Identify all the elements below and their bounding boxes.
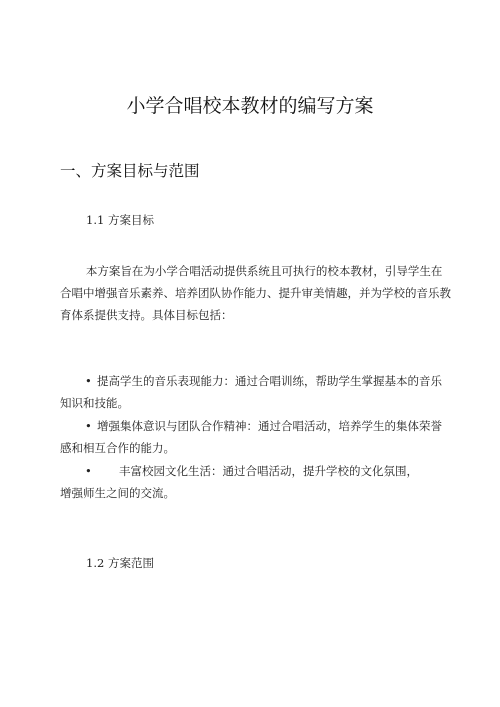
list-item: [60, 415, 452, 459]
intro-paragraph: 本方案旨在为小学合唱活动提供系统且可执行的校本教材，引导学生在合唱中增强音乐素养、培养团队协作能力、提升审美情趣，并为学校的音乐教育体系提供支持。具体目标包括：: [60, 264, 451, 322]
list-item-text: 增强集体意识与团队合作精神：通过合唱活动，培养学生的集体荣誉感和相互合作的能力。: [60, 419, 442, 455]
intro-paragraph-block: [60, 260, 452, 326]
section-heading: 一、方案目标与范围: [60, 162, 200, 180]
list-item-text: 丰富校园文化生活：通过合唱活动，提升学校的文化氛围，: [119, 464, 418, 478]
goals-bullet-list: [60, 370, 452, 505]
bullet-marker: •: [85, 419, 92, 433]
list-item-text: 提高学生的音乐表现能力：通过合唱训练，帮助学生掌握基本的音乐知识和技能。: [60, 374, 442, 410]
list-item: [60, 370, 452, 414]
list-item: [60, 460, 452, 504]
bullet-marker: •: [85, 464, 92, 478]
subsection-heading-scope: 1.2 方案范围: [86, 556, 154, 570]
list-item-text-continuation: 增强师生之间的交流。: [60, 486, 175, 500]
document-title: 小学合唱校本教材的编写方案: [126, 95, 374, 117]
bullet-marker: •: [85, 374, 92, 388]
subsection-heading-goals: 1.1 方案目标: [86, 213, 154, 227]
